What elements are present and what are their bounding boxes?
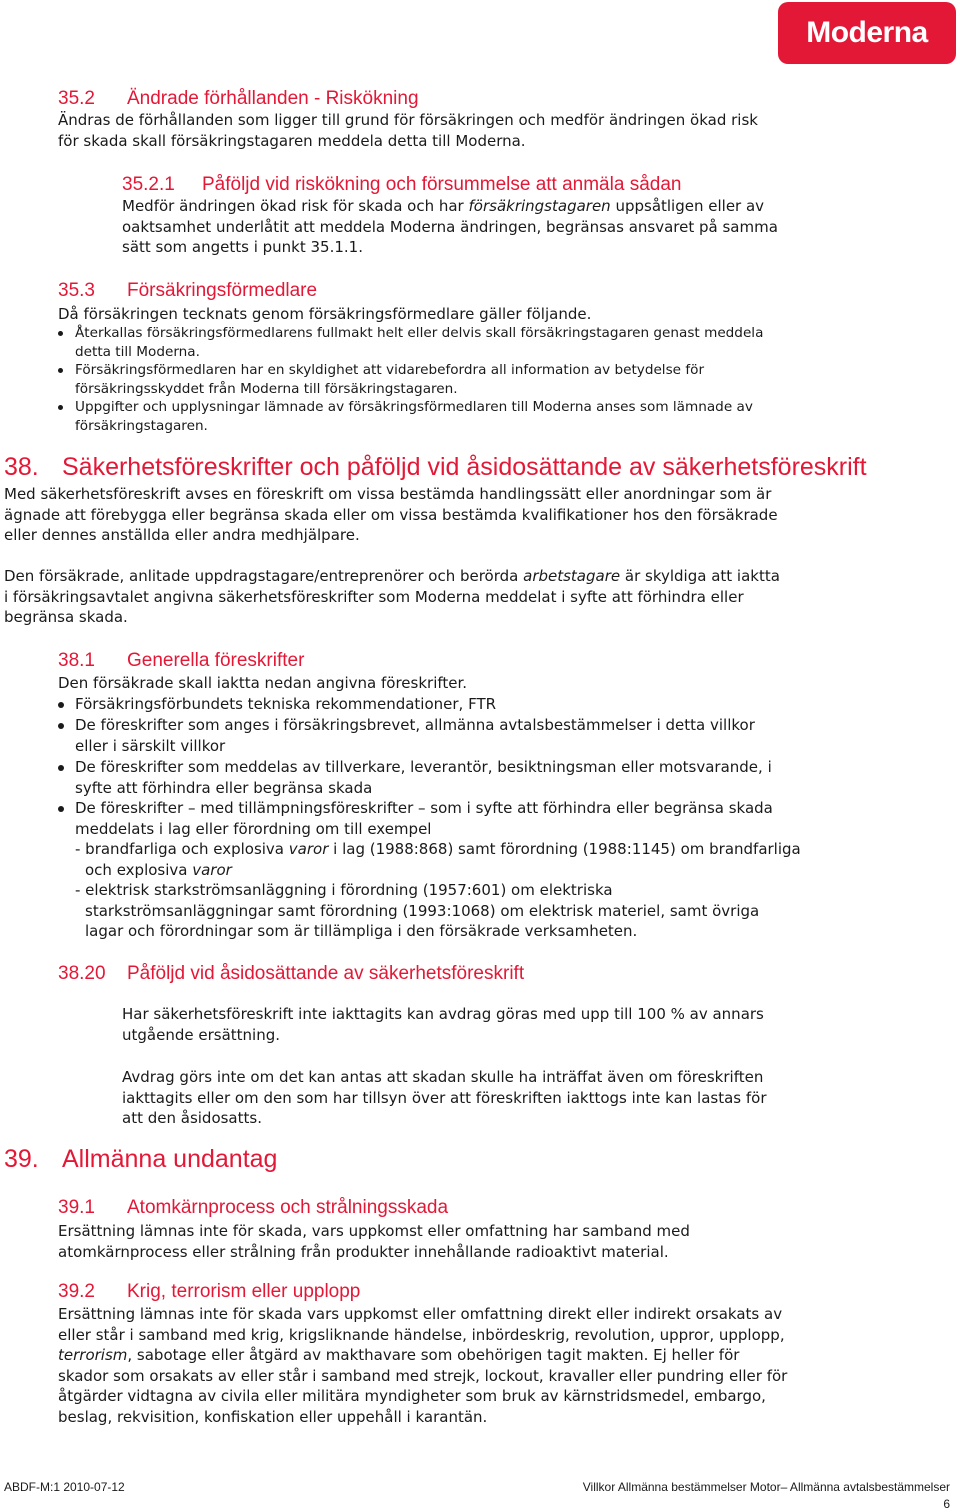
text-line: åtgärder vidtagna av civila eller militära myndigheter som bruk av kärnstridsmedel, embargo, (58, 1387, 766, 1406)
bullet-icon (58, 331, 63, 336)
text-span: Medför ändringen ökad risk för skada och har (122, 197, 469, 215)
text-line: sätt som angetts i punkt 35.1.1. (122, 238, 363, 257)
text-line: eller står i samband med krig, krigsliknande händelse, inbördeskrig, revolution, uppror, upplopp, (58, 1325, 785, 1344)
section-number: 38. (4, 453, 39, 481)
section-number: 38.20 (58, 963, 106, 984)
list-item (75, 715, 755, 756)
list-item (75, 798, 773, 839)
heading-35-3 (58, 280, 317, 302)
section-title: Krig, terrorism eller upplopp (127, 1281, 361, 1302)
paragraph-38-20-1 (122, 1004, 764, 1045)
footer-document-title: Villkor Allmänna bestämmelser Motor– Allmänna avtalsbestämmelser (582, 1480, 950, 1494)
paragraph-38-2 (4, 566, 780, 628)
bullet-icon (58, 806, 64, 812)
text-line: Ändras de förhållanden som ligger till grund för försäkringen och medför ändringen ökad risk (58, 111, 758, 129)
text-line: meddelats i lag eller förordning om till exempel (75, 819, 432, 838)
section-title: Allmänna undantag (62, 1145, 278, 1173)
list-item (75, 757, 772, 798)
text-line: syfte att förhindra eller begränsa skada (75, 778, 373, 797)
section-title: Ändrade förhållanden - Riskökning (127, 88, 419, 109)
emphasis: varor (192, 860, 232, 879)
heading-39 (4, 1144, 277, 1174)
text-line: Avdrag görs inte om det kan antas att skadan skulle ha inträffat även om föreskriften (122, 1068, 764, 1086)
text-span: - brandfarliga och explosiva (75, 840, 289, 858)
bullet-icon (58, 765, 64, 771)
text-line: eller dennes anställda eller andra medhjälpare. (4, 526, 360, 545)
heading-38-20 (58, 963, 524, 985)
paragraph-38-1-intro (58, 673, 467, 694)
bullet-icon (58, 368, 63, 373)
text-line: Med säkerhetsföreskrift avses en föreskrift om vissa bestämda handlingssätt eller anordningar som är (4, 485, 772, 503)
paragraph-38-20-2 (122, 1067, 767, 1129)
bullet-icon (58, 405, 63, 410)
text-span: är skyldiga att iaktta (620, 567, 780, 585)
text-line: försäkringsskyddet från Moderna till försäkringstagaren. (75, 380, 458, 397)
text-line: Uppgifter och upplysningar lämnade av försäkringsförmedlaren till Moderna anses som lämnade av (75, 399, 753, 415)
section-number: 35.2.1 (122, 174, 175, 195)
section-title: Generella föreskrifter (127, 650, 305, 671)
text-line: skador som orsakats av eller står i samband med strejk, lockout, kravaller eller pundring eller för (58, 1366, 788, 1385)
text-line: De föreskrifter – med tillämpningsföreskrifter – som i syfte att förhindra eller begränsa skada (75, 799, 773, 817)
moderna-logo (778, 2, 956, 64)
text-line: - elektrisk starkströmsanläggning i förordning (1957:601) om elektriska (75, 881, 613, 899)
text-line: Ersättning lämnas inte för skada, vars uppkomst eller omfattning har samband med (58, 1222, 690, 1240)
dash-item (75, 839, 801, 880)
text-span: , sabotage eller åtgärd av makthavare som obehörigen tagit makten. Ej heller för (127, 1346, 740, 1365)
section-number: 39.1 (58, 1197, 95, 1218)
section-number: 35.3 (58, 280, 95, 301)
text-line: lagar och förordningar som är tillämpliga i den försäkrade verksamheten. (85, 922, 638, 941)
text-line: Då försäkringen tecknats genom försäkringsförmedlare gäller följande. (58, 305, 592, 323)
bullet-icon (58, 702, 64, 708)
section-number: 38.1 (58, 650, 95, 671)
text-line: för skada skall försäkringstagaren meddela detta till Moderna. (58, 131, 526, 150)
heading-35-2 (58, 88, 419, 110)
section-number: 39. (4, 1145, 39, 1173)
heading-39-2 (58, 1281, 360, 1303)
list-item (75, 398, 753, 435)
text-line: utgående ersättning. (122, 1025, 280, 1044)
logo-text: Moderna (806, 16, 928, 49)
text-span: uppsåtligen eller av (610, 197, 765, 215)
text-span: och explosiva (85, 860, 193, 879)
text-line: De föreskrifter som anges i försäkringsbrevet, allmänna avtalsbestämmelser i detta villkor (75, 716, 755, 734)
list-item (75, 694, 496, 715)
bullet-icon (58, 723, 64, 729)
text-line: iakttagits eller om den som har tillsyn över att föreskriften iakttogs inte kan lastas för (122, 1088, 767, 1107)
text-line: oaktsamhet underlåtit att meddela Moderna ändringen, begränsas ansvaret på samma (122, 217, 778, 236)
text-line (75, 860, 801, 881)
text-line: Försäkringsförmedlaren har en skyldighet att vidarebefordra all information av betydelse för (75, 362, 705, 378)
text-line: ägnade att förebygga eller begränsa skada eller om vissa bestämda kvalifikationer hos den försäkrade (4, 505, 778, 524)
heading-39-1 (58, 1197, 448, 1219)
heading-38-1 (58, 650, 304, 672)
list-item (75, 324, 763, 361)
section-title: Atomkärnprocess och strålningsskada (127, 1197, 449, 1218)
text-span: Den försäkrade, anlitade uppdragstagare/entreprenörer och berörda (4, 567, 524, 585)
text-line (75, 839, 801, 860)
text-line: Försäkringsförbundets tekniska rekommendationer, FTR (75, 695, 497, 713)
list-item (75, 361, 704, 398)
dash-item (75, 880, 759, 942)
page-number: 6 (943, 1497, 950, 1511)
section-title: Påföljd vid åsidosättande av säkerhetsföreskrift (127, 963, 525, 984)
emphasis: terrorism (58, 1346, 128, 1365)
section-title: Påföljd vid riskökning och försummelse att anmäla sådan (202, 174, 682, 195)
text-line: i försäkringsavtalet angivna säkerhetsföreskrifter som Moderna meddelat i syfte att förhindra eller (4, 587, 744, 606)
paragraph-35-2-1 (122, 196, 778, 258)
text-line: Återkallas försäkringsförmedlarens fullmakt helt eller delvis skall försäkringstagaren genast meddela (75, 325, 764, 341)
text-line: begränsa skada. (4, 608, 128, 627)
footer-document-id: ABDF-M:1 2010-07-12 (4, 1480, 125, 1494)
section-title: Försäkringsförmedlare (127, 280, 318, 301)
text-span: i lag (1988:868) samt förordning (1988:1145) om brandfarliga (328, 840, 801, 858)
text-line: eller i särskilt villkor (75, 736, 226, 755)
text-line: detta till Moderna. (75, 343, 200, 360)
section-number: 35.2 (58, 88, 95, 109)
text-line (122, 196, 778, 217)
text-line: starkströmsanläggningar samt förordning (1993:1068) om elektrisk materiel, samt övriga (85, 901, 760, 920)
paragraph-35-3-intro (58, 304, 591, 325)
text-line: atomkärnprocess eller strålning från produkter innehållande radioaktivt material. (58, 1242, 669, 1261)
text-line (4, 566, 780, 587)
text-line: försäkringstagaren. (75, 417, 208, 434)
paragraph-38-1 (4, 484, 778, 546)
paragraph-35-2 (58, 110, 758, 151)
text-line: beslag, rekvisition, konfiskation eller uppehåll i karantän. (58, 1407, 488, 1426)
text-line: De föreskrifter som meddelas av tillverkare, leverantör, besiktningsman eller motsvarande, i (75, 758, 772, 776)
emphasis: arbetstagare (523, 567, 621, 585)
heading-35-2-1 (122, 174, 681, 196)
text-line: att den åsidosatts. (122, 1109, 262, 1128)
emphasis: varor (288, 840, 329, 858)
heading-38 (4, 452, 867, 482)
section-title: Säkerhetsföreskrifter och påföljd vid åsidosättande av säkerhetsföreskrift (62, 453, 867, 481)
paragraph-39-1 (58, 1221, 690, 1262)
section-number: 39.2 (58, 1281, 95, 1302)
text-line: Har säkerhetsföreskrift inte iakttagits kan avdrag göras med upp till 100 % av annars (122, 1005, 764, 1023)
text-line: Ersättning lämnas inte för skada vars uppkomst eller omfattning direkt eller indirekt orsakats av (58, 1305, 783, 1323)
emphasis: försäkringstagaren (468, 197, 611, 215)
paragraph-39-2 (58, 1304, 787, 1428)
text-line (58, 1345, 787, 1366)
text-line: Den försäkrade skall iaktta nedan angivna föreskrifter. (58, 674, 468, 692)
